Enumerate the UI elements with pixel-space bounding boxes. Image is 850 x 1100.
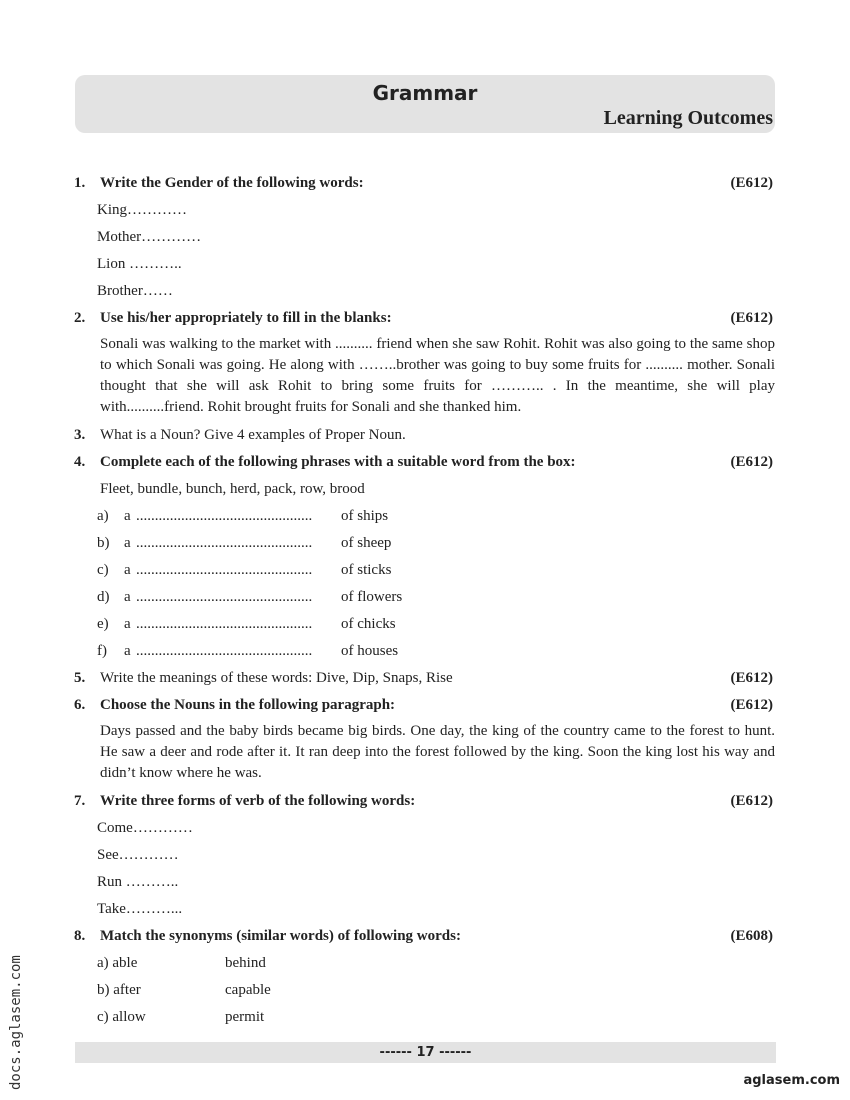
question-text: Write the meanings of these words: Dive, Dip, Snaps, Rise [100,670,453,686]
question-5 [74,665,775,692]
question-1 [74,170,775,305]
phrase-article: a [124,535,131,551]
question-text: Complete each of the following phrases with a suitable word from the box: [100,454,576,470]
phrase-tail: of sticks [341,562,392,578]
header-banner [75,75,775,133]
phrase-blank: ............................................... [136,616,313,632]
phrase-article: a [124,589,131,605]
match-row [74,1004,775,1031]
outcome-code: (E612) [730,454,773,470]
page-number-bar: ------ 17 ------ [75,1042,776,1063]
outcome-code: (E612) [730,175,773,191]
question-text: Use his/her appropriately to fill in the blanks: [100,310,392,326]
phrase-label: e) [97,616,109,632]
phrase-tail: of chicks [341,616,396,632]
question-number: 5. [74,670,86,686]
match-right: permit [225,1009,265,1025]
word-box: Fleet, bundle, bunch, herd, pack, row, brood [100,481,365,497]
phrase-label: b) [97,535,110,551]
brand-link[interactable]: aglasem.com [743,1073,840,1088]
phrase-item [74,503,775,530]
phrase-tail: of flowers [341,589,403,605]
question-text: What is a Noun? Give 4 examples of Proper Noun. [100,427,406,443]
list-item: Mother………… [97,229,202,245]
match-row [74,950,775,977]
question-number: 2. [74,310,86,326]
match-left: b) after [97,982,141,998]
question-text: Write three forms of verb of the following words: [100,793,416,809]
outcome-code: (E612) [730,670,773,686]
list-item: See………… [97,847,179,863]
outcome-code: (E608) [730,928,773,944]
question-number: 3. [74,427,86,443]
question-paragraph: Sonali was walking to the market with .......... friend when she saw Rohit. Rohit was also going to the same shop to which Sonali was going. He along with ……..brother was going to buy some fruits for .......... mother. Sonali thought that she will ask Rohit to bring some fruits for ……….. . In the meantime, she will play with..........friend. Rohit brought fruits for Sonali and she thanked him. [100,336,775,415]
phrase-tail: of houses [341,643,399,659]
match-left: c) allow [97,1009,146,1025]
match-left: a) able [97,955,138,971]
question-8 [74,923,775,1031]
phrase-item [74,638,775,665]
list-item: Come………… [97,820,193,836]
side-watermark: docs.aglasem.com [8,955,24,1090]
list-item: Lion ……….. [97,256,182,272]
page-title: Grammar [372,81,478,105]
question-number: 8. [74,928,86,944]
phrase-blank: ............................................... [136,562,313,578]
question-3 [74,422,775,449]
question-4 [74,449,775,665]
question-text: Write the Gender of the following words: [100,175,364,191]
question-number: 1. [74,175,86,191]
outcome-code: (E612) [730,310,773,326]
question-2 [74,305,775,418]
outcome-code: (E612) [730,793,773,809]
question-text: Match the synonyms (similar words) of following words: [100,928,461,944]
phrase-item [74,557,775,584]
question-number: 6. [74,697,86,713]
phrase-tail: of ships [341,508,389,524]
phrase-label: f) [97,643,107,659]
question-number: 7. [74,793,86,809]
phrase-blank: ............................................... [136,589,313,605]
worksheet-content [74,170,775,1031]
match-row [74,977,775,1004]
phrase-item [74,611,775,638]
phrase-list [74,503,775,665]
question-paragraph: Days passed and the baby birds became big birds. One day, the king of the country came to the forest to hunt. He saw a deer and rode after it. It ran deep into the forest followed by the king. Soon the king lost his way and didn’t know where he was. [100,723,775,781]
question-6 [74,692,775,784]
outcome-code: (E612) [730,697,773,713]
list-item: Run ……….. [97,874,179,890]
list-item: Take………... [97,901,183,917]
list-item: King………… [97,202,187,218]
question-7 [74,788,775,923]
match-right: capable [225,982,271,998]
phrase-item [74,584,775,611]
list-item: Brother…… [97,283,173,299]
question-text: Choose the Nouns in the following paragraph: [100,697,396,713]
phrase-blank: ............................................... [136,508,313,524]
phrase-label: a) [97,508,109,524]
phrase-blank: ............................................... [136,535,313,551]
question-number: 4. [74,454,86,470]
phrase-tail: of sheep [341,535,392,551]
phrase-label: c) [97,562,109,578]
phrase-blank: ............................................... [136,643,313,659]
phrase-item [74,530,775,557]
phrase-article: a [124,508,131,524]
page-subtitle: Learning Outcomes [603,107,773,129]
phrase-label: d) [97,589,110,605]
match-right: behind [225,955,266,971]
phrase-article: a [124,616,131,632]
phrase-article: a [124,562,131,578]
phrase-article: a [124,643,131,659]
